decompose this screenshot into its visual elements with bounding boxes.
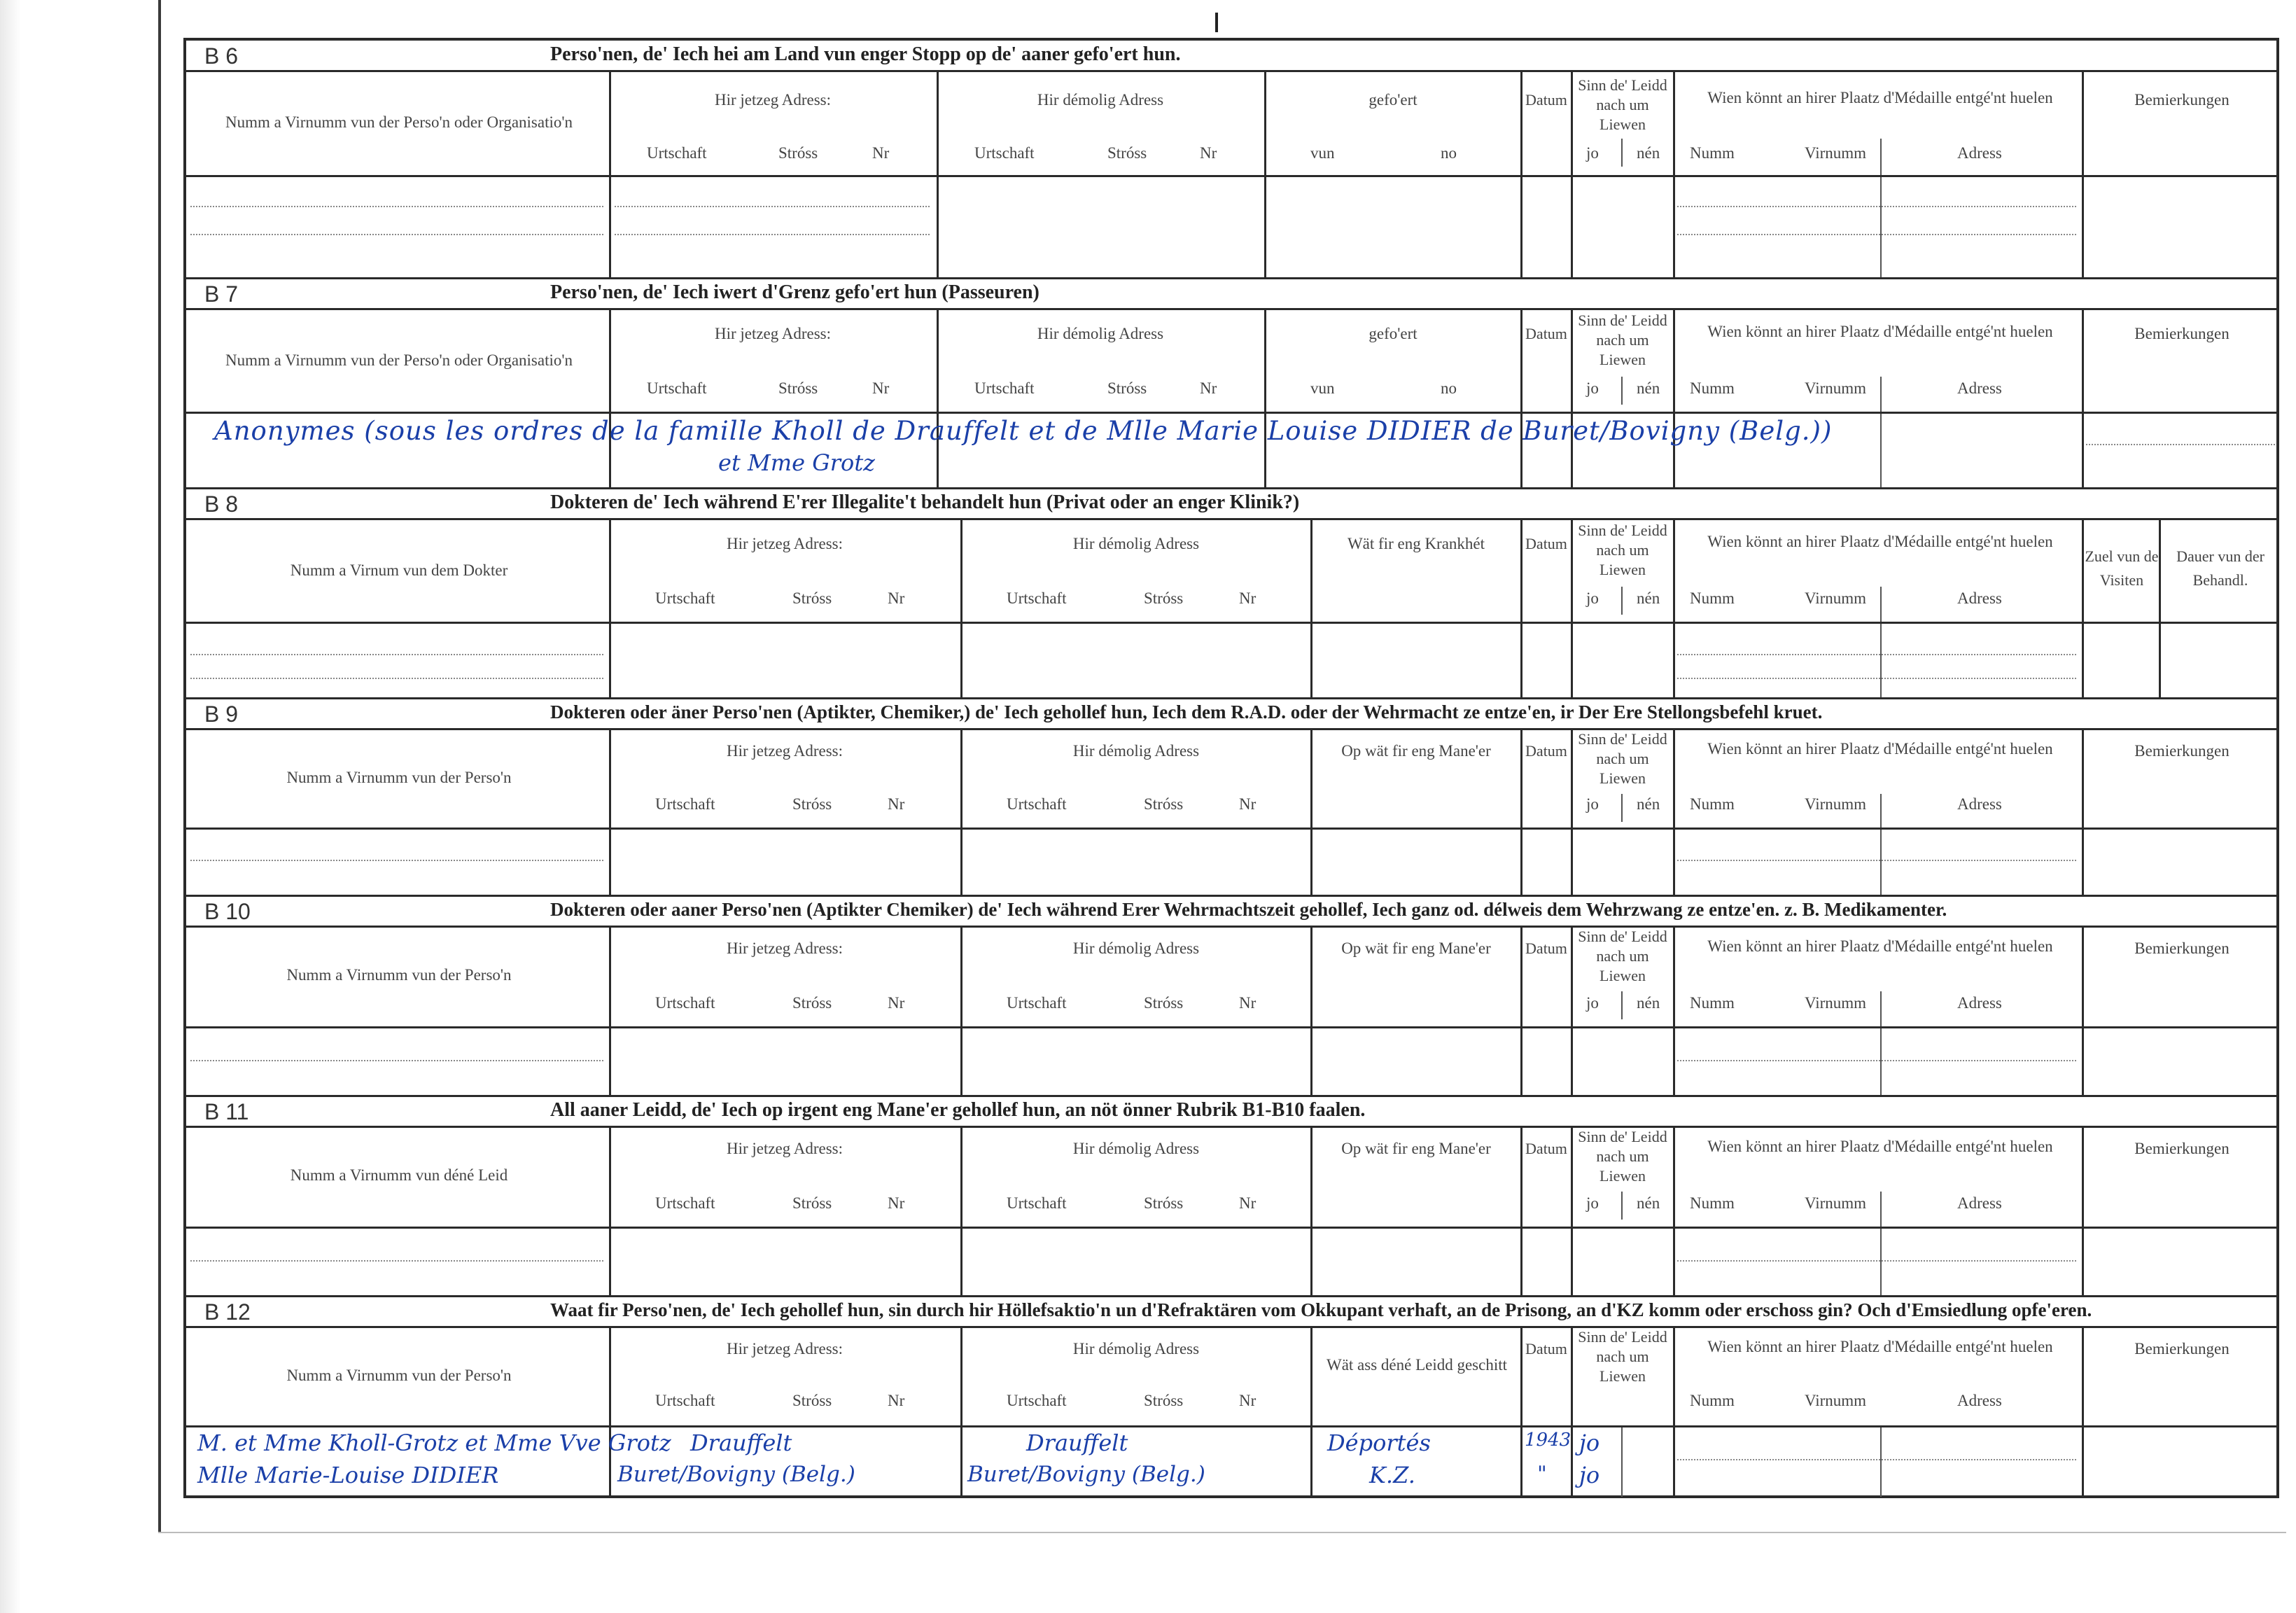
col-divider <box>1880 587 1882 697</box>
col-divider <box>2159 518 2161 697</box>
col-town: Urtschaft <box>655 795 715 813</box>
col-nr: Nr <box>872 144 890 162</box>
col-led: gefo'ert <box>1368 91 1418 109</box>
col-street: Stróss <box>792 795 832 813</box>
col-medal: Wien könnt an hirer Plaatz d'Médaille entgé'nt huelen <box>1707 89 2053 106</box>
col-divider <box>1673 308 1675 487</box>
handwritten-entry: Anonymes (sous les ordres de la famille Kholl de Drauffelt et de Mlle Marie Louise DIDIER de Buret/Bovigny (Belg.)) <box>214 416 1833 446</box>
section-b9 <box>186 699 2276 896</box>
col-former-address: Hir démolig Adress <box>1072 940 1200 957</box>
col-nr: Nr <box>872 379 890 397</box>
col-divider <box>1880 1427 1882 1497</box>
binding-line <box>158 0 161 1533</box>
col-surname: Numm <box>1690 994 1735 1012</box>
row-rule <box>186 175 2276 177</box>
dotted-line <box>190 1060 603 1061</box>
section-header <box>186 489 2276 520</box>
col-street: Stróss <box>792 1392 832 1409</box>
col-surname: Numm <box>1690 1194 1735 1212</box>
col-town: Urtschaft <box>647 144 707 162</box>
col-from: vun <box>1310 144 1335 162</box>
col-divider <box>1673 1126 1675 1295</box>
col-manner: Op wät fir eng Mane'er <box>1341 742 1491 760</box>
col-manner: Op wät fir eng Mane'er <box>1341 1140 1491 1157</box>
col-divider <box>609 926 611 1095</box>
row-rule <box>186 1425 2276 1427</box>
col-former-address: Hir démolig Adress <box>1072 1340 1200 1357</box>
col-divider <box>1264 70 1266 277</box>
dotted-line <box>1677 1060 2076 1061</box>
section-code: B 8 <box>204 491 239 517</box>
col-former-address: Hir démolig Adress <box>1072 535 1200 552</box>
col-divider <box>1621 794 1623 822</box>
col-firstname: Virnumm <box>1805 589 1867 607</box>
col-medal: Wien könnt an hirer Plaatz d'Médaille entgé'nt huelen <box>1707 323 2053 340</box>
col-no: nén <box>1637 589 1660 607</box>
col-divider <box>2082 926 2084 1095</box>
col-street: Stróss <box>792 1194 832 1212</box>
section-title: Perso'nen, de' Iech hei am Land vun enger Stopp op de' aaner gefo'ert hun. <box>550 43 1181 65</box>
col-divider <box>1571 518 1573 697</box>
col-date: Datum <box>1525 91 1567 109</box>
dotted-line <box>190 860 603 861</box>
col-no: nén <box>1637 795 1660 813</box>
col-current-address: Hir jetzeg Adress: <box>726 1140 844 1157</box>
col-visits: Zuel vun de Visiten <box>2085 547 2159 589</box>
col-name: Numm a Virnumm vun der Perso'n <box>286 769 512 786</box>
col-no: nén <box>1637 379 1660 397</box>
col-divider <box>1310 518 1312 697</box>
dotted-line <box>1677 1459 2076 1460</box>
handwritten-alive-yes: jo <box>1579 1430 1600 1456</box>
col-divider <box>2082 70 2084 277</box>
col-divider <box>609 1126 611 1295</box>
col-date: Datum <box>1525 1140 1567 1157</box>
handwritten-name: M. et Mme Kholl-Grotz et Mme Vve Grotz <box>197 1430 671 1456</box>
col-divider <box>1673 926 1675 1095</box>
col-name: Numm a Virnumm vun déné Leid <box>290 1166 508 1184</box>
handwritten-entry: et Mme Grotz <box>718 449 876 476</box>
col-address: Adress <box>1957 144 2002 162</box>
col-firstname: Virnumm <box>1805 1392 1867 1409</box>
col-town: Urtschaft <box>647 379 707 397</box>
row-rule <box>186 828 2276 830</box>
col-surname: Numm <box>1690 1392 1735 1409</box>
handwritten-what-happened: K.Z. <box>1369 1462 1415 1488</box>
dotted-line <box>1677 860 2076 861</box>
col-divider <box>2082 728 2084 895</box>
col-name: Numm a Virnum vun dem Dokter <box>290 561 508 579</box>
col-divider <box>2082 1326 2084 1497</box>
col-town: Urtschaft <box>655 994 715 1012</box>
section-code: B 10 <box>204 899 251 924</box>
handwritten-date: 1943 <box>1525 1430 1572 1451</box>
col-medal: Wien könnt an hirer Plaatz d'Médaille entgé'nt huelen <box>1707 533 2053 550</box>
col-divider <box>2082 308 2084 487</box>
section-code: B 9 <box>204 701 239 727</box>
col-medal: Wien könnt an hirer Plaatz d'Médaille entgé'nt huelen <box>1707 1338 2053 1355</box>
col-led: gefo'ert <box>1368 325 1418 342</box>
col-divider <box>1571 926 1573 1095</box>
col-alive: Sinn de' Leidd nach um Liewen <box>1578 312 1667 368</box>
col-divider <box>937 308 939 487</box>
col-divider <box>960 926 962 1095</box>
dotted-line <box>190 678 603 679</box>
col-street: Stróss <box>1144 589 1184 607</box>
dotted-line <box>1677 678 2076 679</box>
col-nr: Nr <box>888 1194 905 1212</box>
col-town: Urtschaft <box>1007 994 1067 1012</box>
col-name: Numm a Virnumm vun der Perso'n oder Organisatio'n <box>225 113 573 131</box>
dotted-line <box>1677 654 2076 655</box>
col-divider <box>609 728 611 895</box>
col-divider <box>609 518 611 697</box>
col-divider <box>937 70 939 277</box>
col-surname: Numm <box>1690 589 1735 607</box>
handwritten-alive-yes: jo <box>1579 1462 1600 1488</box>
col-firstname: Virnumm <box>1805 144 1867 162</box>
section-code: B 11 <box>204 1099 249 1124</box>
col-medal: Wien könnt an hirer Plaatz d'Médaille entgé'nt huelen <box>1707 740 2053 757</box>
col-no: nén <box>1637 994 1660 1012</box>
col-town: Urtschaft <box>655 1392 715 1409</box>
col-current-address: Hir jetzeg Adress: <box>726 940 844 957</box>
col-alive: Sinn de' Leidd nach um Liewen <box>1578 730 1667 787</box>
col-street: Stróss <box>792 589 832 607</box>
top-tick-mark <box>1215 13 1218 32</box>
col-date: Datum <box>1525 325 1567 342</box>
col-street: Stróss <box>1107 379 1147 397</box>
col-name: Numm a Virnumm vun der Perso'n oder Organisatio'n <box>225 351 573 369</box>
dotted-line <box>190 654 603 655</box>
col-illness: Wät fir eng Krankhét <box>1347 535 1485 552</box>
col-alive: Sinn de' Leidd nach um Liewen <box>1578 1328 1667 1385</box>
col-former-address: Hir démolig Adress <box>1072 742 1200 760</box>
col-current-address: Hir jetzeg Adress: <box>726 742 844 760</box>
section-b10 <box>186 896 2276 1096</box>
section-code: B 7 <box>204 281 239 307</box>
section-b12 <box>186 1297 2276 1498</box>
col-divider <box>1621 587 1623 615</box>
col-alive: Sinn de' Leidd nach um Liewen <box>1578 76 1667 133</box>
col-nr: Nr <box>1239 994 1256 1012</box>
col-nr: Nr <box>888 994 905 1012</box>
col-remarks: Bemierkungen <box>2134 1140 2230 1157</box>
col-alive: Sinn de' Leidd nach um Liewen <box>1578 928 1667 984</box>
col-current-address: Hir jetzeg Adress: <box>714 91 832 109</box>
section-title: Dokteren oder aaner Perso'nen (Aptikter Chemiker) de' Iech während Erer Wehrmachtszeit gehollef, Iech ganz od. délweis dem Wehrzwang ze entze'en. z. B. Medikamenter. <box>550 899 1947 920</box>
col-yes: jo <box>1586 994 1599 1012</box>
col-nr: Nr <box>888 795 905 813</box>
col-divider <box>1310 728 1312 895</box>
col-date: Datum <box>1525 742 1567 760</box>
col-surname: Numm <box>1690 795 1735 813</box>
col-address: Adress <box>1957 795 2002 813</box>
col-divider <box>1673 1326 1675 1497</box>
col-divider <box>1571 1126 1573 1295</box>
section-title: Waat fir Perso'nen, de' Iech gehollef hun, sin durch hir Höllefsaktio'n un d'Refraktären vom Okkupant verhaft, an de Prisong, an d'KZ komm oder erschoss gin? Och d'Emsiedlung opfe'eren. <box>550 1299 2092 1320</box>
col-no: nén <box>1637 1194 1660 1212</box>
section-code: B 12 <box>204 1299 251 1325</box>
col-divider <box>609 308 611 487</box>
section-header <box>186 1096 2276 1128</box>
col-town: Urtschaft <box>1007 589 1067 607</box>
col-firstname: Virnumm <box>1805 795 1867 813</box>
section-b7 <box>186 279 2276 489</box>
col-medal: Wien könnt an hirer Plaatz d'Médaille entgé'nt huelen <box>1707 1138 2053 1155</box>
section-code: B 6 <box>204 43 239 69</box>
col-street: Stróss <box>778 144 818 162</box>
col-to: no <box>1441 144 1457 162</box>
col-from: vun <box>1310 379 1335 397</box>
col-divider <box>2082 1126 2084 1295</box>
row-rule <box>186 1026 2276 1028</box>
col-street: Stróss <box>1144 1392 1184 1409</box>
col-yes: jo <box>1586 795 1599 813</box>
col-divider <box>1621 1427 1623 1497</box>
col-divider <box>960 1126 962 1295</box>
col-manner: Op wät fir eng Mane'er <box>1341 940 1491 957</box>
row-rule <box>186 412 2276 414</box>
dotted-line <box>2086 444 2275 445</box>
col-surname: Numm <box>1690 379 1735 397</box>
col-town: Urtschaft <box>1007 795 1067 813</box>
col-divider <box>1310 926 1312 1095</box>
scan-edge-shadow <box>0 0 21 1613</box>
col-divider <box>1621 139 1623 167</box>
col-town: Urtschaft <box>655 589 715 607</box>
col-no: nén <box>1637 144 1660 162</box>
section-b8 <box>186 489 2276 699</box>
col-remarks: Bemierkungen <box>2134 742 2230 760</box>
col-divider <box>1571 70 1573 277</box>
col-divider <box>1880 794 1882 895</box>
handwritten-name: Mlle Marie-Louise DIDIER <box>197 1462 499 1488</box>
section-title: Dokteren de' Iech während E'rer Illegalite't behandelt hun (Privat oder an enger Klinik?) <box>550 491 1300 513</box>
section-header <box>186 699 2276 730</box>
questionnaire-form <box>183 38 2279 1498</box>
col-nr: Nr <box>1239 1194 1256 1212</box>
col-date: Datum <box>1525 535 1567 552</box>
col-address: Adress <box>1957 589 2002 607</box>
section-title: Dokteren oder äner Perso'nen (Aptikter, Chemiker,) de' Iech gehollef hun, Iech dem R.A.D. oder der Wehrmacht ze entze'en, ir Der Ere Stellongsbefehl kruet. <box>550 701 1823 722</box>
col-alive: Sinn de' Leidd nach um Liewen <box>1578 1128 1667 1185</box>
col-town: Urtschaft <box>1007 1392 1067 1409</box>
col-divider <box>1571 728 1573 895</box>
dotted-line <box>615 206 930 207</box>
col-town: Urtschaft <box>1007 1194 1067 1212</box>
section-header <box>186 896 2276 928</box>
col-address: Adress <box>1957 379 2002 397</box>
handwritten-current-address: Buret/Bovigny (Belg.) <box>617 1462 855 1487</box>
col-town: Urtschaft <box>655 1194 715 1212</box>
col-divider <box>1673 518 1675 697</box>
dotted-line <box>615 234 930 235</box>
col-firstname: Virnumm <box>1805 994 1867 1012</box>
col-divider <box>609 70 611 277</box>
dotted-line <box>1677 234 2076 235</box>
col-divider <box>960 518 962 697</box>
col-divider <box>1673 728 1675 895</box>
dotted-line <box>190 206 603 207</box>
col-current-address: Hir jetzeg Adress: <box>726 535 844 552</box>
col-surname: Numm <box>1690 144 1735 162</box>
dotted-line <box>1677 206 2076 207</box>
col-divider <box>1621 1192 1623 1220</box>
col-divider <box>1880 1192 1882 1295</box>
col-divider <box>1880 139 1882 277</box>
col-street: Stróss <box>1144 994 1184 1012</box>
dotted-line <box>190 234 603 235</box>
col-date: Datum <box>1525 1340 1567 1357</box>
section-header <box>186 41 2276 72</box>
col-alive: Sinn de' Leidd nach um Liewen <box>1578 522 1667 578</box>
col-nr: Nr <box>1200 379 1217 397</box>
col-divider <box>960 1326 962 1497</box>
col-divider <box>1310 1326 1312 1497</box>
col-remarks: Bemierkungen <box>2134 1340 2230 1357</box>
col-name: Numm a Virnumm vun der Perso'n <box>286 966 512 984</box>
col-former-address: Hir démolig Adress <box>1037 325 1164 342</box>
handwritten-former-address: Buret/Bovigny (Belg.) <box>967 1462 1205 1487</box>
col-yes: jo <box>1586 379 1599 397</box>
col-divider <box>1571 1326 1573 1497</box>
col-street: Stróss <box>778 379 818 397</box>
col-town: Urtschaft <box>974 144 1035 162</box>
col-nr: Nr <box>1239 795 1256 813</box>
col-divider <box>1621 377 1623 405</box>
col-divider <box>1571 308 1573 487</box>
col-yes: jo <box>1586 144 1599 162</box>
handwritten-date: " <box>1537 1462 1547 1486</box>
col-firstname: Virnumm <box>1805 1194 1867 1212</box>
section-header <box>186 279 2276 310</box>
col-firstname: Virnumm <box>1805 379 1867 397</box>
col-address: Adress <box>1957 994 2002 1012</box>
col-former-address: Hir démolig Adress <box>1037 91 1164 109</box>
col-nr: Nr <box>1239 589 1256 607</box>
col-address: Adress <box>1957 1392 2002 1409</box>
col-remarks: Bemierkungen <box>2134 325 2230 342</box>
col-current-address: Hir jetzeg Adress: <box>714 325 832 342</box>
col-divider <box>1310 1126 1312 1295</box>
col-street: Stróss <box>1107 144 1147 162</box>
col-what-happened: Wät ass déné Leidd geschitt <box>1326 1356 1508 1374</box>
handwritten-current-town: Drauffelt <box>690 1430 792 1456</box>
section-title: All aaner Leidd, de' Iech op irgent eng Mane'er gehollef hun, an nöt önner Rubrik B1-B10 faalen. <box>550 1099 1366 1121</box>
col-street: Stróss <box>1144 795 1184 813</box>
section-b11 <box>186 1096 2276 1297</box>
section-header <box>186 1297 2276 1328</box>
col-nr: Nr <box>1200 144 1217 162</box>
col-divider <box>1621 991 1623 1019</box>
col-divider <box>2082 518 2084 697</box>
row-rule <box>186 1227 2276 1229</box>
section-b6 <box>186 41 2276 279</box>
form-bottom-rule <box>158 1532 2286 1533</box>
col-current-address: Hir jetzeg Adress: <box>726 1340 844 1357</box>
col-medal: Wien könnt an hirer Plaatz d'Médaille entgé'nt huelen <box>1707 937 2053 955</box>
col-nr: Nr <box>888 589 905 607</box>
col-nr: Nr <box>888 1392 905 1409</box>
row-rule <box>186 622 2276 624</box>
col-remarks: Bemierkungen <box>2134 91 2230 109</box>
handwritten-former-town: Drauffelt <box>1026 1430 1128 1456</box>
col-divider <box>1673 70 1675 277</box>
col-divider <box>609 1326 611 1497</box>
col-divider <box>1880 377 1882 487</box>
col-date: Datum <box>1525 940 1567 957</box>
col-former-address: Hir démolig Adress <box>1072 1140 1200 1157</box>
col-yes: jo <box>1586 1194 1599 1212</box>
col-divider <box>1880 991 1882 1095</box>
dotted-line <box>1677 1260 2076 1262</box>
col-to: no <box>1441 379 1457 397</box>
col-remarks: Bemierkungen <box>2134 940 2230 957</box>
col-duration: Dauer vun der Behandl. <box>2176 547 2264 589</box>
col-address: Adress <box>1957 1194 2002 1212</box>
col-yes: jo <box>1586 589 1599 607</box>
col-street: Stróss <box>1144 1194 1184 1212</box>
dotted-line <box>190 1260 603 1262</box>
handwritten-what-happened: Déportés <box>1327 1430 1431 1456</box>
col-nr: Nr <box>1239 1392 1256 1409</box>
col-street: Stróss <box>792 994 832 1012</box>
col-divider <box>1264 308 1266 487</box>
col-town: Urtschaft <box>974 379 1035 397</box>
col-divider <box>960 728 962 895</box>
col-name: Numm a Virnumm vun der Perso'n <box>286 1367 512 1384</box>
section-title: Perso'nen, de' Iech iwert d'Grenz gefo'ert hun (Passeuren) <box>550 281 1040 303</box>
